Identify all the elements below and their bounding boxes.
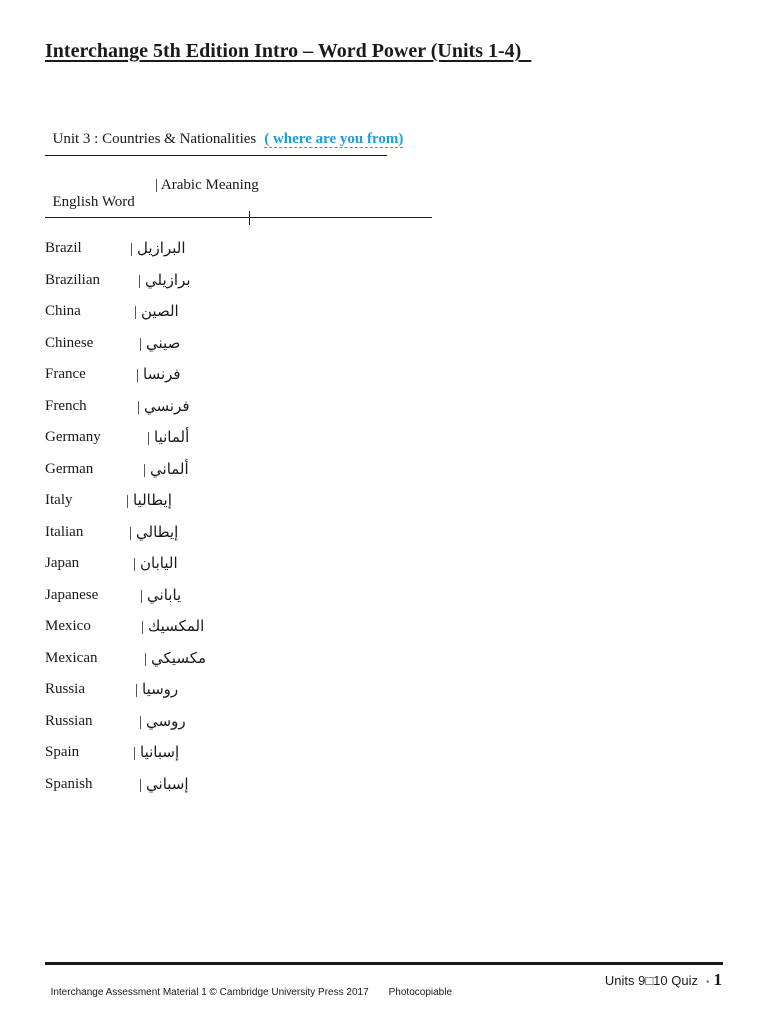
english-word: Chinese [45,334,94,351]
english-word: Spanish [45,775,93,792]
arabic-word: مكسيكي [151,648,207,667]
english-column-header: English Word [52,194,135,210]
english-word: French [45,397,87,414]
footer-left [45,976,452,998]
column-separator: | [139,335,143,352]
arabic-word: ألمانيا [154,428,190,446]
column-separator: | [144,650,148,667]
arabic-meaning [126,491,172,510]
footer-rule [45,962,723,965]
arabic-meaning [139,334,180,353]
arabic-meaning [139,775,189,794]
arabic-word: روسيا [142,680,179,698]
arabic-column-header: | Arabic Meaning [155,177,259,193]
arabic-word: روسي [146,711,186,730]
arabic-meaning [143,460,189,479]
footer-photocopiable: Photocopiable [388,987,453,998]
arabic-meaning [141,617,204,636]
english-word: Brazilian [45,271,100,288]
english-word: Italy [45,492,73,508]
unit-heading [45,114,403,148]
arabic-word: إيطالي [136,522,179,541]
arabic-meaning [135,680,178,699]
column-separator: | [139,776,143,793]
column-separator: | [140,587,144,604]
arabic-word: إسبانيا [140,743,180,761]
english-word: Germany [45,429,101,445]
english-word: Spain [45,744,80,760]
english-word: Japan [45,555,80,571]
english-word: Russian [45,712,93,729]
arabic-word: الصين [141,302,179,320]
arabic-meaning [136,365,181,384]
column-separator: | [143,461,147,478]
column-separator: | [141,619,145,635]
english-word: German [45,460,94,477]
arabic-word: فرنسا [143,365,181,383]
arabic-meaning [144,649,206,668]
arabic-meaning [129,523,178,542]
footer-right [605,970,722,990]
english-word: France [45,366,86,382]
arabic-word: البرازيل [137,239,186,257]
divider-line [45,155,387,156]
page-number: 1 [713,970,722,989]
column-separator: | [139,713,143,730]
arabic-word: فرنسي [144,396,190,415]
english-word: China [45,303,81,319]
column-separator: | [134,304,138,320]
arabic-meaning [147,428,189,447]
arabic-word: المكسيك [148,617,205,635]
column-separator: | [126,493,130,509]
arabic-meaning [139,712,186,731]
arabic-meaning [134,302,179,321]
arabic-word: ألماني [150,459,189,478]
column-separator: | [133,556,137,572]
arabic-meaning [133,554,178,573]
english-word: Japanese [45,586,99,603]
arabic-meaning [133,743,179,762]
column-separator: | [129,524,133,541]
column-separator: | [130,241,134,257]
footer-copyright: Interchange Assessment Material 1 © Cambridge University Press 2017 [50,987,369,998]
footer-quiz-label: Units 9□10 Quiz [604,973,698,988]
english-word: Mexico [45,618,91,634]
unit-label: Unit 3 : Countries & Nationalities [52,131,257,147]
arabic-word: صيني [146,333,181,352]
table-header-rule [45,217,432,218]
arabic-word: ياباني [147,585,182,604]
arabic-word: برازيلي [145,270,191,289]
column-separator: | [147,430,151,446]
arabic-meaning [130,239,186,258]
english-word: Brazil [45,240,82,256]
table-header-rule-tick [249,211,250,225]
column-separator: | [137,398,141,415]
english-word: Italian [45,523,84,540]
arabic-word: إيطاليا [133,491,172,509]
where-are-you-from-link[interactable]: ( where are you from) [264,131,404,147]
english-word: Mexican [45,649,98,666]
arabic-word: اليابان [140,554,178,572]
column-separator: | [135,682,139,698]
column-separator: | [138,272,142,289]
arabic-meaning [140,586,181,605]
arabic-word: إسباني [146,774,189,793]
footer-bullet: • [705,977,710,988]
table-header [45,177,259,228]
arabic-meaning [137,397,190,416]
column-separator: | [133,745,137,761]
english-word: Russia [45,681,86,697]
page-title: Interchange 5th Edition Intro – Word Power (Units 1-4) [45,40,532,62]
arabic-meaning [138,271,191,290]
column-separator: | [136,367,140,383]
